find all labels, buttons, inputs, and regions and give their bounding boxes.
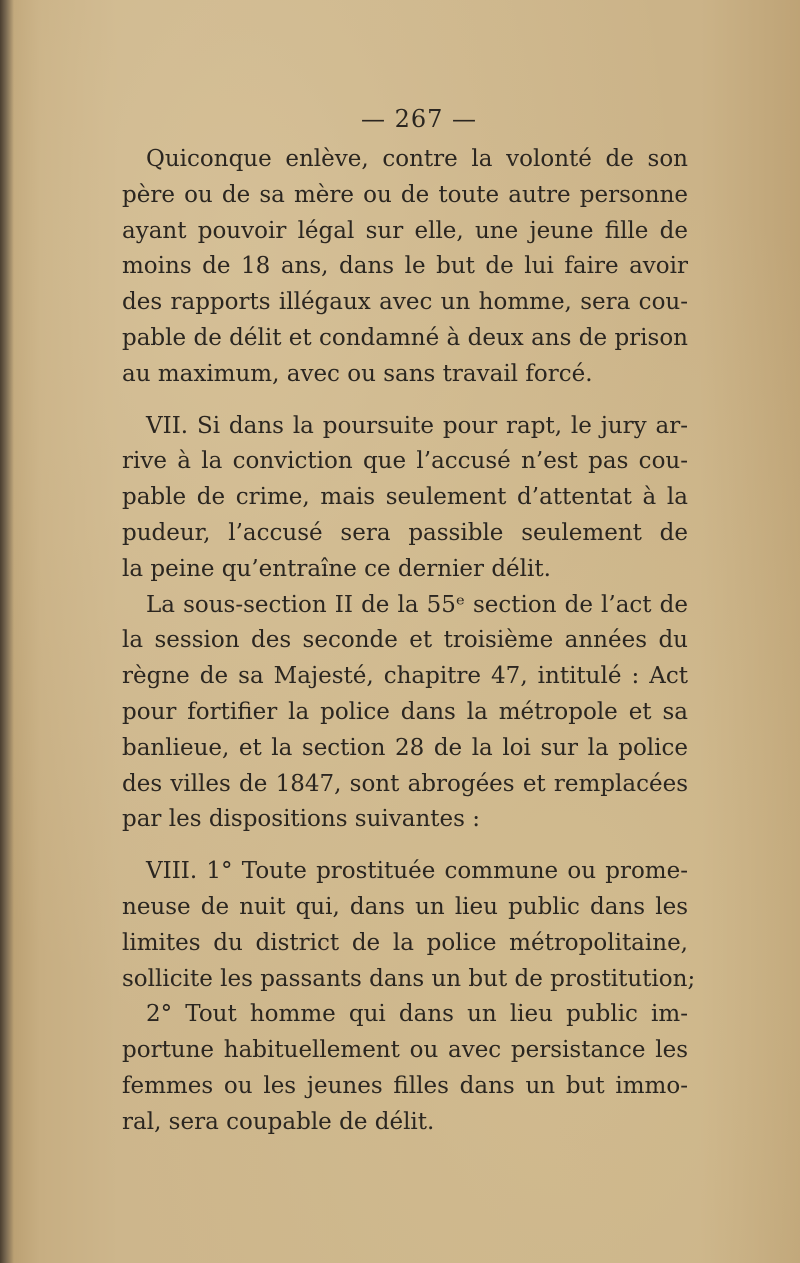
- text-line: pudeur, l’accusé sera passible seulement de: [122, 519, 688, 546]
- text-line: règne de sa Majesté, chapitre 47, intitulé : Act: [122, 663, 688, 690]
- text-line: femmes ou les jeunes filles dans un but immo-: [122, 1072, 688, 1099]
- text-line: ral, sera coupable de délit.: [122, 1108, 435, 1135]
- paragraph-3: [122, 588, 688, 839]
- text-line: limites du district de la police métropolitaine,: [122, 929, 688, 956]
- text-line: 2° Tout homme qui dans un lieu public im-: [146, 1001, 688, 1028]
- paragraph-5: [122, 997, 688, 1140]
- text-line: Quiconque enlève, contre la volonté de son: [146, 146, 688, 172]
- text-line: des rapports illégaux avec un homme, sera cou-: [122, 289, 688, 316]
- text-line: par les dispositions suivantes :: [122, 806, 481, 833]
- paragraph-4: [122, 854, 696, 997]
- text-line: VII. Si dans la poursuite pour rapt, le jury ar-: [146, 412, 688, 439]
- page-number: — 267 —: [360, 105, 478, 133]
- text-line: portune habituellement ou avec persistance les: [122, 1037, 688, 1064]
- text-line: pour fortifier la police dans la métropole et sa: [122, 698, 688, 725]
- paragraph-2: [122, 409, 688, 588]
- text-line: au maximum, avec ou sans travail forcé.: [122, 360, 593, 387]
- text-line: banlieue, et la section 28 de la loi sur la police: [122, 734, 688, 761]
- text-line: la peine qu’entraîne ce dernier délit.: [122, 555, 551, 582]
- text-line: sollicite les passants dans un but de prostitution;: [122, 965, 696, 992]
- text-line: rive à la conviction que l’accusé n’est pas cou-: [122, 448, 688, 475]
- book-spine-shadow: [0, 0, 14, 1263]
- text-line: ayant pouvoir légal sur elle, une jeune fille de: [122, 217, 688, 244]
- page-body: [122, 104, 696, 1141]
- text-line: neuse de nuit qui, dans un lieu public dans les: [122, 893, 688, 920]
- text-line: moins de 18 ans, dans le but de lui faire avoir: [122, 253, 688, 280]
- paragraph-1: [122, 142, 688, 393]
- text-line: pable de crime, mais seulement d’attentat à la: [122, 484, 688, 511]
- text-line: VIII. 1° Toute prostituée commune ou prome-: [146, 858, 688, 885]
- text-line: La sous-section II de la 55ᵉ section de l’act de: [146, 591, 688, 618]
- text-line: des villes de 1847, sont abrogées et remplacées: [122, 770, 688, 797]
- text-line: la session des seconde et troisième années du: [122, 627, 688, 654]
- text-line: pable de délit et condamné à deux ans de prison: [122, 324, 688, 351]
- text-line: père ou de sa mère ou de toute autre personne: [122, 181, 688, 208]
